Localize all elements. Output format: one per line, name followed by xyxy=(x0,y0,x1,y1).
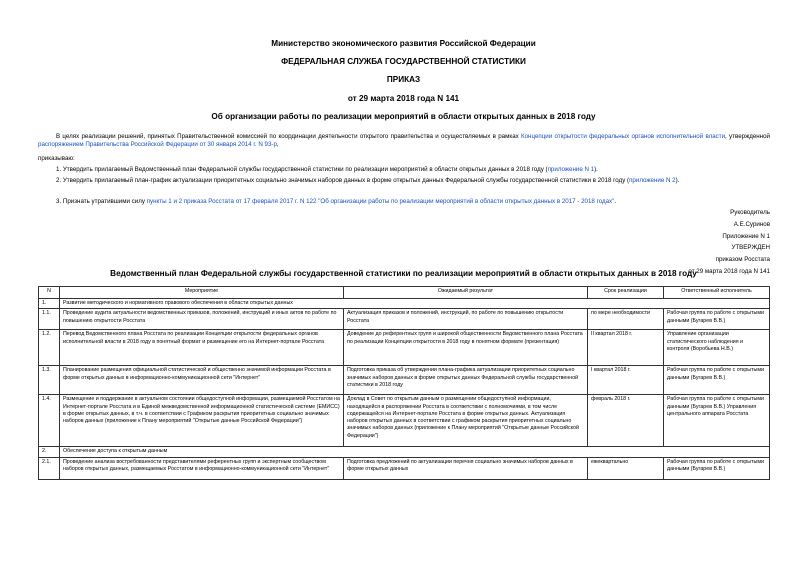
row-executor: Управление организации статистического наблюдения и контроля (Воробьева Н.В.) xyxy=(664,330,770,366)
table-row xyxy=(39,330,770,366)
ministry-heading: Министерство экономического развития Российской Федерации xyxy=(271,39,536,48)
annex-2-link[interactable]: приложение N 2 xyxy=(629,177,676,184)
section-title: Обеспечение доступа к открытым данным xyxy=(60,447,770,457)
header-term: Срок реализации xyxy=(588,287,664,299)
intro-text-start: В целях реализации решений, принятых Правительственной комиссией по координации деятельности открытого правительства и осуществляемых в рамках xyxy=(56,133,522,140)
intro-text-end: , xyxy=(276,141,279,149)
row-action: Проведение аудита актуальности ведомственных приказов, положений, инструкций и иных актов по работе по повышению открытости Росстата xyxy=(60,309,344,330)
table-row xyxy=(39,309,770,330)
concept-link[interactable]: Концепции открытости федеральных органов исполнительной власти xyxy=(521,133,726,140)
row-executor: Рабочая группа по работе с открытыми данными (Бугарев В.В.) Управления центрального аппарата Росстата xyxy=(664,395,770,447)
intro-paragraph xyxy=(38,133,770,150)
item-3-end: . xyxy=(614,198,617,205)
section-row xyxy=(39,447,770,457)
table-row xyxy=(39,457,770,479)
row-action: Размещение и поддержание в актуальном состоянии общедоступной информации, размещаемой Росстатом на Интернет-портале Росстата и в Единой межведомственной информационной статистической системе (ЕМИСС) в форме открытых данных, в т.ч. в соответствии с Графиком раскрытия приоритетных социально значимых наборов данных (приложение к Плану мероприятий "Открытые данные Российской Федерации") xyxy=(60,395,344,447)
section-title: Развитие методического и нормативного правового обеспечения в области открытых данных xyxy=(60,299,770,309)
item-2-end: ). xyxy=(675,177,680,184)
row-result: Подготовка приказа об утверждении плана-графика актуализации приоритетных социально значимых наборов данных в форме открытых данных Федеральной службы государственной статистики в 2018 году xyxy=(344,366,588,395)
row-result: Доведение до референтных групп и широкой общественности Ведомственного плана Росстата по реализации Концепции открытости в 2018 году в понятном формате (презентация) xyxy=(344,330,588,366)
table-header-row xyxy=(39,287,770,299)
row-num: 1.1. xyxy=(39,309,60,330)
table-row xyxy=(39,366,770,395)
section-num: 2. xyxy=(39,447,60,457)
table-row xyxy=(39,395,770,447)
plan-table xyxy=(38,286,770,480)
row-term: февраль 2018 г. xyxy=(588,395,664,447)
government-order-link[interactable]: распоряжением Правительства Российской Федерации от 30 января 2014 г. N 93-р xyxy=(38,141,277,149)
item-2 xyxy=(38,177,770,185)
annex-label: Приложение N 1 xyxy=(722,232,770,240)
section-num: 1. xyxy=(39,299,60,309)
item-2-text: 2. Утвердить прилагаемый план-график актуализации приоритетных социально значимых наборов данных в форме открытых данных Федеральной службы государственной статистики в 2018 году ( xyxy=(56,177,630,184)
row-result: Актуализация приказов и положений, инструкций, по работе по повышению открытости Росстата xyxy=(344,309,588,330)
row-num: 2.1. xyxy=(39,457,60,479)
annex-approved: УТВЕРЖДЕН xyxy=(731,244,770,252)
row-executor: Рабочая группа по работе с открытыми данными (Бугарев В.В.) xyxy=(664,366,770,395)
row-term: по мере необходимости xyxy=(588,309,664,330)
row-executor: Рабочая группа по работе с открытыми данными (Бугарев В.В.) xyxy=(664,457,770,479)
row-num: 1.2. xyxy=(39,330,60,366)
row-action: Планирование размещения официальной статистической и общественно значимой информации Росстата в форме открытых данных в информационно-коммуникационной сети "Интернет" xyxy=(60,366,344,395)
header-action: Мероприятие xyxy=(60,287,344,299)
row-action: Проведение анализа востребованности представителями референтных групп и экспертным сообществом наборов открытых данных, размещаемых Росстатом в информационно-коммуникационной сети "Интернет" xyxy=(60,457,344,479)
annex-1-link[interactable]: приложение N 1 xyxy=(547,166,595,173)
order-subject: Об организации работы по реализации мероприятий в области открытых данных в 2018 году xyxy=(211,112,596,121)
service-heading: ФЕДЕРАЛЬНАЯ СЛУЖБА ГОСУДАРСТВЕННОЙ СТАТИСТИКИ xyxy=(281,57,526,66)
doc-type-heading: ПРИКАЗ xyxy=(386,75,421,84)
row-num: 1.4. xyxy=(39,395,60,447)
order-date-number: от 29 марта 2018 года N 141 xyxy=(347,94,460,103)
signature-role: Руководитель xyxy=(730,209,770,216)
header-result: Ожидаемый результат xyxy=(344,287,588,299)
annex-by-order: приказом Росстата xyxy=(715,256,770,264)
item-1-text: 1. Утвердить прилагаемый Ведомственный план Федеральной службы государственной статистики по реализации мероприятий в области открытых данных в 2018 году ( xyxy=(56,166,548,173)
order-word: приказываю: xyxy=(38,155,75,162)
repealed-order-link[interactable]: пункты 1 и 2 приказа Росстата от 17 февраля 2017 г. N 122 "Об организации работы по реализации мероприятий в области открытых данных в 2017 - 2018 годах" xyxy=(146,198,615,205)
plan-title: Ведомственный план Федеральной службы государственной статистики по реализации мероприятий в области открытых данных в 2018 году xyxy=(110,269,697,278)
header-num: N xyxy=(39,287,60,299)
row-term: II квартал 2018 г. xyxy=(588,330,664,366)
row-term: I квартал 2018 г. xyxy=(588,366,664,395)
item-3 xyxy=(38,198,770,206)
row-num: 1.3. xyxy=(39,366,60,395)
item-1-end: ). xyxy=(594,166,598,173)
row-action: Перевод Ведомственного плана Росстата по реализации Концепции открытости федеральных органов исполнительной власти в 2018 году в понятный формат и размещение его на Интернет-портале Росстата xyxy=(60,330,344,366)
item-1 xyxy=(38,166,770,174)
header-executor: Ответственный исполнитель xyxy=(664,287,770,299)
row-result: Доклад в Совет по открытым данным о размещении общедоступной информации, находящейся в распоряжении Росстата в соответствии с полномочиями, в том числе содержащейся на Интернет-портале Росстата в форме открытых данных. Актуализация наборов открытых данных в соответствии с графиком раскрытия приоритетных социально значимых наборов данных (приложение к Плану мероприятий "Открытые данные Российской Федерации") xyxy=(344,395,588,447)
signature-name: А.Е.Суринов xyxy=(733,220,770,228)
row-executor: Рабочая группа по работе с открытыми данными (Бугарев В.В.) xyxy=(664,309,770,330)
annex-date-number: от 29 марта 2018 года N 141 xyxy=(688,267,770,275)
row-term: ежеквартально xyxy=(588,457,664,479)
intro-text-mid: , утвержденной xyxy=(725,133,770,140)
section-row xyxy=(39,299,770,309)
item-3-text: 3. Признать утратившими силу xyxy=(56,198,147,205)
row-result: Подготовка предложений по актуализации перечня социально значимых наборов данных в форме открытых данных xyxy=(344,457,588,479)
